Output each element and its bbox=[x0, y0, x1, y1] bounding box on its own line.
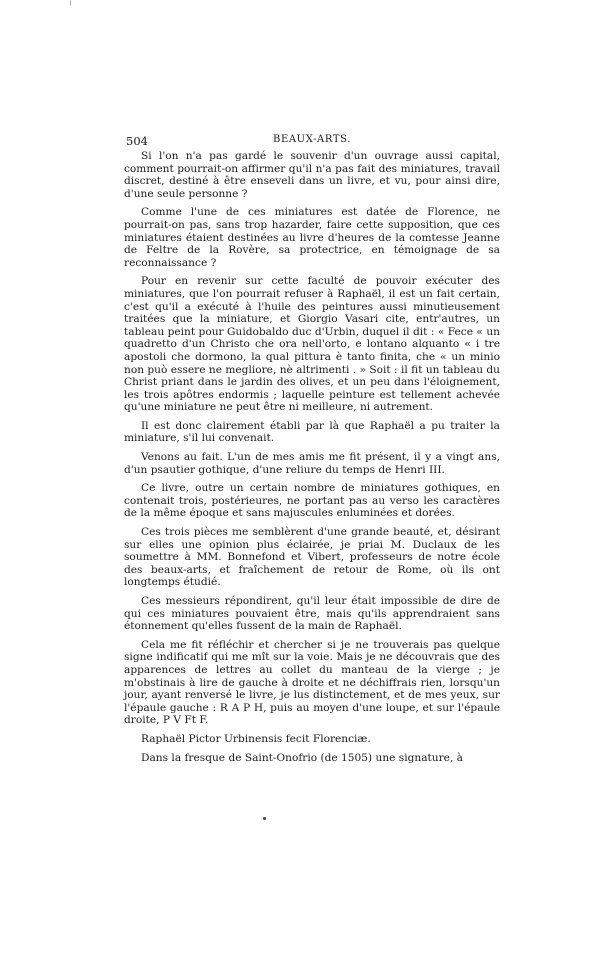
running-title: BEAUX-ARTS. bbox=[273, 134, 351, 145]
paragraph: Ce livre, outre un certain nombre de miniatures gothiques, en contenait trois, postérieures, ne portant pas au verso les caractères de la même époque et sans majuscules enluminées et dorées. bbox=[124, 482, 500, 520]
page-body bbox=[124, 150, 500, 764]
scan-mark bbox=[70, 0, 71, 6]
book-page bbox=[124, 134, 500, 770]
page-number: 504 bbox=[126, 134, 148, 148]
paragraph: Cela me fit réfléchir et chercher si je ne trouverais pas quelque signe indificatif qui me mît sur la voie. Mais je ne découvrais que des apparences de lettres au collet du manteau de la vierge ; je m'obstinais à lire de gauche à droite et ne déchiffrais rien, lorsqu'un jour, ayant renversé le livre, je lus distinctement, et de mes yeux, sur l'épaule gauche : R A P H, puis au moyen d'une loupe, et sur l'épaule droite, P V Ft F. bbox=[124, 638, 500, 727]
signature-line: Raphaël Pictor Urbinensis fecit Florenciæ. bbox=[141, 732, 371, 745]
paragraph: Comme l'une de ces miniatures est datée de Florence, ne pourrait-on pas, sans trop hazarder, faire cette supposition, que ces miniatures étaient destinées au livre d'heures de la comtesse Jeanne de Feltre de la Rovère, sa protectrice, en témoignage de sa reconnaissance ? bbox=[124, 206, 500, 269]
paragraph: Ces messieurs répondirent, qu'il leur était impossible de dire de qui ces miniatures pouvaient être, mais qu'ils apprendraient sans étonnement qu'elles fussent de la main de Raphaël. bbox=[124, 595, 500, 633]
page-header bbox=[124, 134, 500, 150]
paragraph: Si l'on n'a pas gardé le souvenir d'un ouvrage aussi capital, comment pourrait-on affirmer qu'il n'a pas fait des miniatures, travail discret, destiné à être enseveli dans un livre, et vu, pour ainsi dire, d'une seule personne ? bbox=[124, 150, 500, 200]
ink-speck bbox=[263, 817, 266, 820]
paragraph: Dans la fresque de Saint-Onofrio (de 1505) une signature, à bbox=[141, 751, 463, 764]
paragraph: Pour en revenir sur cette faculté de pouvoir exécuter des miniatures, que l'on pourrait refuser à Raphaël, il est un fait certain, c'est qu'il a exécuté à l'huile des peintures aussi minutieusement traitées que la miniature, et Giorgio Vasari cite, entr'autres, un tableau peint pour Guidobaldo duc d'Urbin, duquel il dit : « Fece « un quadretto d'un Christo che ora nell'orto, e lontano alquanto « i tre apostoli che dormono, la qual pittura è tanto finita, che « un minio non può essere ne megliore, nè altrimenti . » Soit : il fit un tableau du Christ priant dans le jardin des olives, et un peu dans l'éloignement, les trois apôtres endormis ; laquelle peinture est tellement achevée qu'une miniature ne peut être ni meilleure, ni autrement. bbox=[124, 275, 500, 414]
paragraph: Ces trois pièces me semblèrent d'une grande beauté, et, désirant sur elles une opinion plus éclairée, je priai M. Duclaux de les soumettre à MM. Bonnefond et Vibert, professeurs de notre école des beaux-arts, et fraîchement de retour de Rome, où ils ont longtemps étudié. bbox=[124, 526, 500, 589]
paragraph: Il est donc clairement établi par là que Raphaël a pu traiter la miniature, s'il lui convenait. bbox=[124, 419, 500, 445]
paragraph: Venons au fait. L'un de mes amis me fit présent, il y a vingt ans, d'un psautier gothique, d'une reliure du temps de Henri III. bbox=[124, 451, 500, 476]
